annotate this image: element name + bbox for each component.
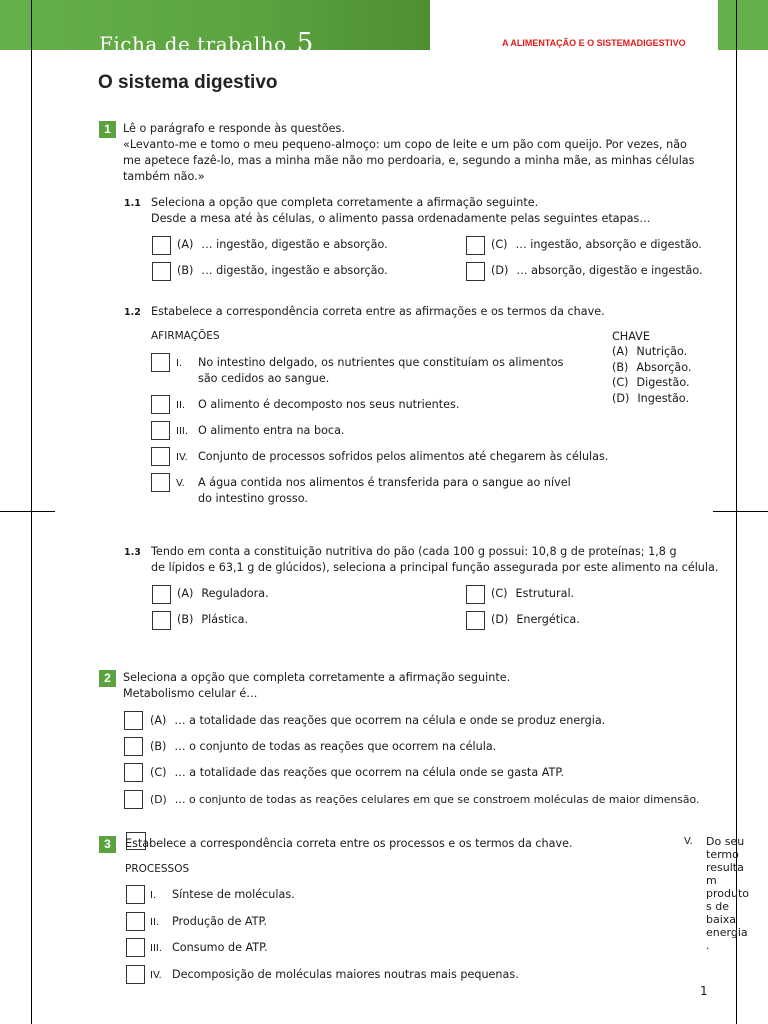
process-5-line: m xyxy=(706,874,717,887)
option-1-1-c: (C) … ingestão, absorção e digestão. xyxy=(491,238,702,251)
option-1-1-b: (B) … digestão, ingestão e absorção. xyxy=(177,264,388,277)
process-5-line: . xyxy=(706,939,710,952)
affirmation-3: III. O alimento entra na boca. xyxy=(176,424,345,437)
checkbox-1-1-a[interactable] xyxy=(152,236,171,255)
option-1-3-a: (A) Reguladora. xyxy=(177,587,269,600)
option-2-a: (A) … a totalidade das reações que ocorrem na célula e onde se produz energia. xyxy=(150,714,606,727)
q1-quote-line: me apetece fazê-lo, mas a minha mãe não mo perdoaria, e, segundo a minha mãe, as minhas células xyxy=(123,154,695,167)
q1-quote-line: «Levanto-me e tomo o meu pequeno-almoço: um copo de leite e um pão com queijo. Por vezes, não xyxy=(123,138,687,151)
checkbox-process-2[interactable] xyxy=(126,912,145,931)
affirmation-5-cont: do intestino grosso. xyxy=(198,492,308,505)
q1-3-line: Tendo em conta a constituição nutritiva do pão (cada 100 g possui: 10,8 g de proteínas; 1,8 g xyxy=(151,545,677,558)
checkbox-2-c[interactable] xyxy=(124,763,143,782)
checkbox-affirmation-5[interactable] xyxy=(151,473,170,492)
option-2-c: (C) … a totalidade das reações que ocorrem na célula onde se gasta ATP. xyxy=(150,766,564,779)
key-item: (B) Absorção. xyxy=(612,361,692,374)
checkbox-process-4[interactable] xyxy=(126,965,145,984)
process-5-line: energia xyxy=(706,926,748,939)
q1-quote-line: também não.» xyxy=(123,170,205,183)
page-title: O sistema digestivo xyxy=(98,72,278,93)
process-5-numeral: V. xyxy=(684,836,693,847)
q1-1-line: Seleciona a opção que completa corretamente a afirmação seguinte. xyxy=(151,196,539,209)
left-fold-mark xyxy=(0,511,55,512)
q2-line: Metabolismo celular é… xyxy=(123,687,258,700)
sheet-label: Ficha de trabalho xyxy=(99,32,287,56)
process-5-line: produto xyxy=(706,887,749,900)
key-header: CHAVE xyxy=(612,330,650,343)
option-1-1-a: (A) … ingestão, digestão e absorção. xyxy=(177,238,388,251)
checkbox-affirmation-3[interactable] xyxy=(151,421,170,440)
q1-1-line: Desde a mesa até às células, o alimento passa ordenadamente pelas seguintes etapas… xyxy=(151,212,651,225)
checkbox-affirmation-1[interactable] xyxy=(151,353,170,372)
process-5-line: termo xyxy=(706,848,739,861)
option-2-d: (D) … o conjunto de todas as reações celulares em que se constroem moléculas de maior dimensão. xyxy=(150,793,700,806)
checkbox-2-d[interactable] xyxy=(124,790,143,809)
affirmation-4: IV. Conjunto de processos sofridos pelos alimentos até chegarem às células. xyxy=(176,450,609,463)
checkbox-1-1-b[interactable] xyxy=(152,262,171,281)
key-item: (C) Digestão. xyxy=(612,376,690,389)
option-1-3-c: (C) Estrutural. xyxy=(491,587,575,600)
right-fold-mark xyxy=(713,511,768,512)
q1-3-line: de lípidos e 63,1 g de glúcidos), seleciona a principal função assegurada por este alimento na célula. xyxy=(151,561,719,574)
q1-1-number: 1.1 xyxy=(124,198,141,209)
process-5-line: Do seu xyxy=(706,835,745,848)
affirmation-5: V. A água contida nos alimentos é transferida para o sangue ao nível xyxy=(176,476,571,489)
affirmations-header: AFIRMAÇÕES xyxy=(151,330,220,342)
process-1: I. Síntese de moléculas. xyxy=(150,888,295,901)
page-number: 1 xyxy=(700,984,708,998)
affirmation-1-cont: são cedidos ao sangue. xyxy=(198,372,330,385)
process-3: III. Consumo de ATP. xyxy=(150,941,268,954)
processes-header: PROCESSOS xyxy=(125,863,190,875)
checkbox-1-3-b[interactable] xyxy=(152,611,171,630)
process-5-line: resulta xyxy=(706,861,744,874)
checkbox-affirmation-2[interactable] xyxy=(151,395,170,414)
process-4: IV. Decomposição de moléculas maiores noutras mais pequenas. xyxy=(150,968,519,981)
process-5-line: s de xyxy=(706,900,729,913)
option-1-3-d: (D) Energética. xyxy=(491,613,580,626)
q3-prompt: Estabelece a correspondência correta entre os processos e os termos da chave. xyxy=(125,837,573,850)
q1-prompt: Lê o parágrafo e responde às questões. xyxy=(123,122,345,135)
q1-2-prompt: Estabelece a correspondência correta entre as afirmações e os termos da chave. xyxy=(151,305,605,318)
question-2-badge: 2 xyxy=(99,670,116,687)
checkbox-1-3-d[interactable] xyxy=(466,611,485,630)
topic-label: A ALIMENTAÇÃO E O SISTEMADIGESTIVO xyxy=(502,38,686,48)
option-1-3-b: (B) Plástica. xyxy=(177,613,249,626)
affirmation-1: I. No intestino delgado, os nutrientes que constituíam os alimentos xyxy=(176,356,564,369)
checkbox-1-1-c[interactable] xyxy=(466,236,485,255)
q2-line: Seleciona a opção que completa corretamente a afirmação seguinte. xyxy=(123,671,511,684)
checkbox-process-1[interactable] xyxy=(126,885,145,904)
checkbox-process-3[interactable] xyxy=(126,938,145,957)
question-1-badge: 1 xyxy=(99,121,116,138)
affirmation-2: II. O alimento é decomposto nos seus nutrientes. xyxy=(176,398,460,411)
option-1-1-d: (D) … absorção, digestão e ingestão. xyxy=(491,264,703,277)
checkbox-1-1-d[interactable] xyxy=(466,262,485,281)
q1-3-number: 1.3 xyxy=(124,547,141,558)
key-item: (D) Ingestão. xyxy=(612,392,690,405)
checkbox-affirmation-4[interactable] xyxy=(151,447,170,466)
process-5-line: baixa xyxy=(706,913,737,926)
checkbox-1-3-c[interactable] xyxy=(466,585,485,604)
left-margin-line xyxy=(31,0,32,1024)
process-2: II. Produção de ATP. xyxy=(150,915,268,928)
q1-2-number: 1.2 xyxy=(124,307,141,318)
checkbox-2-a[interactable] xyxy=(124,711,143,730)
key-item: (A) Nutrição. xyxy=(612,345,688,358)
sheet-title xyxy=(99,28,314,58)
sheet-number: 5 xyxy=(296,28,314,58)
header-corner-tab xyxy=(718,0,768,50)
option-2-b: (B) … o conjunto de todas as reações que ocorrem na célula. xyxy=(150,740,497,753)
checkbox-2-b[interactable] xyxy=(124,737,143,756)
question-3-badge: 3 xyxy=(99,836,116,853)
checkbox-1-3-a[interactable] xyxy=(152,585,171,604)
